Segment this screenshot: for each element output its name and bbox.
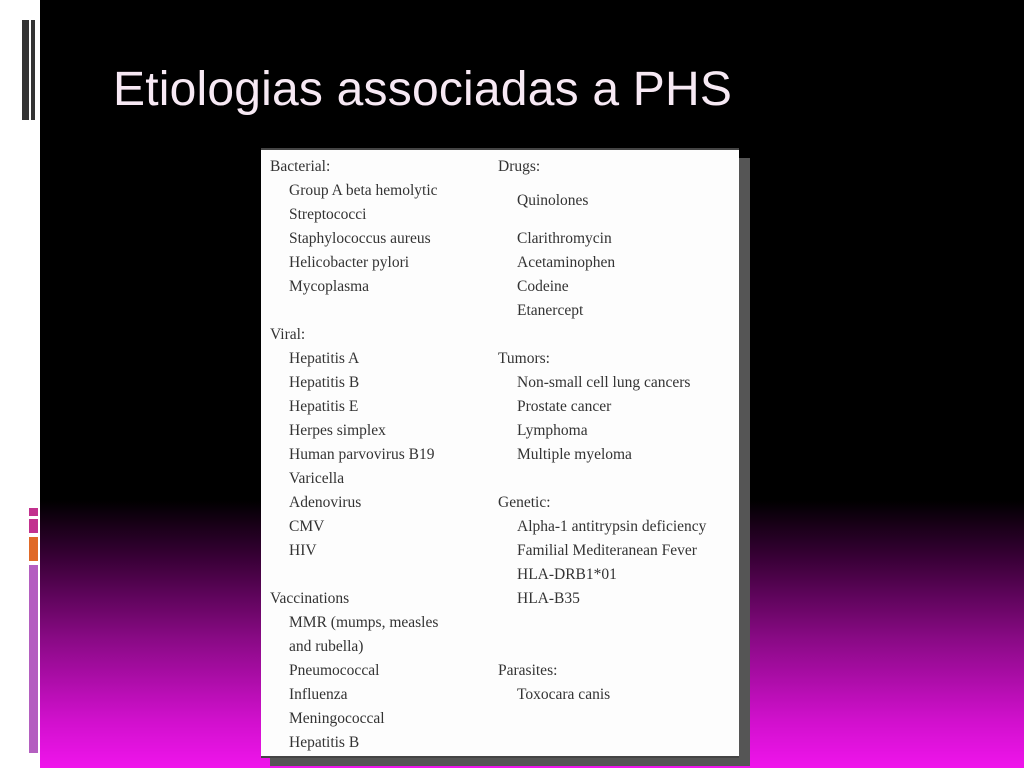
list-item: Streptococci bbox=[289, 206, 367, 223]
group-heading-genetic: Genetic: bbox=[498, 494, 551, 511]
list-item: HLA-B35 bbox=[517, 590, 580, 607]
list-item: Clarithromycin bbox=[517, 230, 612, 247]
list-item: Varicella bbox=[289, 470, 345, 487]
list-item: Hepatitis A bbox=[289, 350, 360, 367]
list-item: Alpha-1 antitrypsin deficiency bbox=[517, 518, 707, 535]
deco-bar-pink bbox=[29, 519, 38, 533]
list-item: Adenovirus bbox=[289, 494, 362, 511]
list-item: Acetaminophen bbox=[517, 254, 616, 271]
list-item: HIV bbox=[289, 542, 317, 559]
group-heading-vaccinations: Vaccinations bbox=[270, 590, 350, 607]
group-heading-drugs: Drugs: bbox=[498, 158, 541, 175]
list-item: and rubella) bbox=[289, 638, 364, 655]
list-item: Helicobacter pylori bbox=[289, 254, 410, 271]
list-item: Familial Mediteranean Fever bbox=[517, 542, 697, 559]
list-item: Meningococcal bbox=[289, 710, 385, 727]
group-heading-bacterial: Bacterial: bbox=[270, 158, 331, 175]
list-item: HLA-DRB1*01 bbox=[517, 566, 617, 583]
list-item: Quinolones bbox=[517, 192, 589, 209]
list-item: Group A beta hemolytic bbox=[289, 182, 438, 199]
list-item: Non-small cell lung cancers bbox=[517, 374, 691, 391]
deco-bar-pink bbox=[29, 508, 38, 516]
deco-bar bbox=[22, 20, 29, 120]
list-item: Toxocara canis bbox=[517, 686, 611, 703]
list-item: CMV bbox=[289, 518, 325, 535]
group-heading-viral: Viral: bbox=[270, 326, 306, 343]
deco-bar-orange bbox=[29, 537, 38, 561]
list-item: Human parvovirus B19 bbox=[289, 446, 435, 463]
list-item: Lymphoma bbox=[517, 422, 588, 439]
group-heading-tumors: Tumors: bbox=[498, 350, 550, 367]
list-item: Codeine bbox=[517, 278, 569, 295]
group-heading-parasites: Parasites: bbox=[498, 662, 558, 679]
list-item: Multiple myeloma bbox=[517, 446, 632, 463]
deco-bar-purple bbox=[29, 565, 38, 753]
slide-title: Etiologias associadas a PHS bbox=[113, 63, 733, 116]
list-item: Staphylococcus aureus bbox=[289, 230, 431, 247]
list-item: Prostate cancer bbox=[517, 398, 612, 415]
list-item: Influenza bbox=[289, 686, 348, 703]
list-item: MMR (mumps, measles bbox=[289, 614, 439, 631]
list-item: Hepatitis B bbox=[289, 734, 360, 751]
list-item: Pneumococcal bbox=[289, 662, 380, 679]
deco-bar bbox=[31, 20, 35, 120]
list-item: Herpes simplex bbox=[289, 422, 386, 439]
list-item: Etanercept bbox=[517, 302, 584, 319]
list-item: Mycoplasma bbox=[289, 278, 370, 295]
list-item: Hepatitis E bbox=[289, 398, 359, 415]
list-item: Hepatitis B bbox=[289, 374, 360, 391]
etiology-table bbox=[261, 148, 739, 758]
